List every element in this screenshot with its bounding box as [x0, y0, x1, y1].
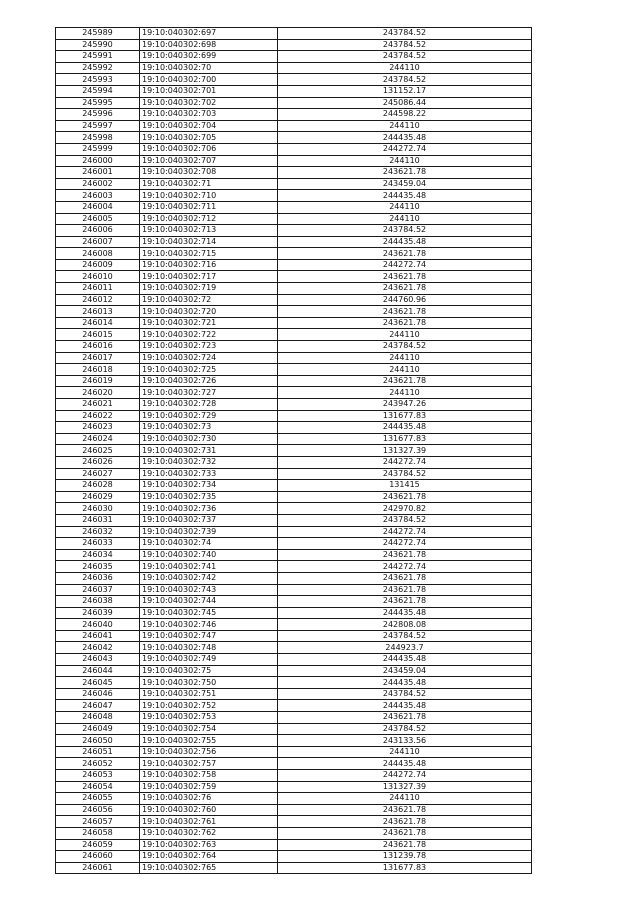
- table-row: [56, 642, 532, 654]
- cadastral-number-cell: 19:10:040302:725: [140, 364, 278, 376]
- table-row: [56, 862, 532, 874]
- value-cell: 243784.52: [278, 688, 532, 700]
- value-cell: 243784.52: [278, 630, 532, 642]
- table-row: [56, 514, 532, 526]
- cadastral-number-cell: 19:10:040302:719: [140, 283, 278, 295]
- row-id-cell: 246049: [56, 723, 140, 735]
- value-cell: 243459.04: [278, 665, 532, 677]
- cadastral-number-cell: 19:10:040302:747: [140, 630, 278, 642]
- cadastral-number-cell: 19:10:040302:76: [140, 793, 278, 805]
- value-cell: 244110: [278, 155, 532, 167]
- cadastral-number-cell: 19:10:040302:71: [140, 178, 278, 190]
- value-cell: 131152.17: [278, 85, 532, 97]
- table-row: [56, 236, 532, 248]
- row-id-cell: 246027: [56, 468, 140, 480]
- row-id-cell: 246050: [56, 735, 140, 747]
- row-id-cell: 246030: [56, 503, 140, 515]
- row-id-cell: 246058: [56, 827, 140, 839]
- row-id-cell: 246009: [56, 259, 140, 271]
- value-cell: 244272.74: [278, 259, 532, 271]
- table-row: [56, 201, 532, 213]
- cadastral-number-cell: 19:10:040302:734: [140, 480, 278, 492]
- table-row: [56, 422, 532, 434]
- row-id-cell: 246034: [56, 549, 140, 561]
- value-cell: 243621.78: [278, 491, 532, 503]
- row-id-cell: 245992: [56, 62, 140, 74]
- table-row: [56, 665, 532, 677]
- cadastral-number-cell: 19:10:040302:729: [140, 410, 278, 422]
- value-cell: 131327.39: [278, 445, 532, 457]
- cadastral-number-cell: 19:10:040302:720: [140, 306, 278, 318]
- value-cell: 244435.48: [278, 236, 532, 248]
- cadastral-number-cell: 19:10:040302:752: [140, 700, 278, 712]
- value-cell: 245086.44: [278, 97, 532, 109]
- row-id-cell: 245994: [56, 85, 140, 97]
- row-id-cell: 246012: [56, 294, 140, 306]
- value-cell: 243621.78: [278, 271, 532, 283]
- value-cell: 243621.78: [278, 712, 532, 724]
- value-cell: 242808.08: [278, 619, 532, 631]
- row-id-cell: 246056: [56, 804, 140, 816]
- cadastral-number-cell: 19:10:040302:737: [140, 514, 278, 526]
- value-cell: 243621.78: [278, 306, 532, 318]
- value-cell: 131415: [278, 480, 532, 492]
- value-cell: 131677.83: [278, 410, 532, 422]
- value-cell: 244110: [278, 201, 532, 213]
- table-row: [56, 654, 532, 666]
- row-id-cell: 245997: [56, 120, 140, 132]
- value-cell: 244272.74: [278, 561, 532, 573]
- value-cell: 244272.74: [278, 143, 532, 155]
- row-id-cell: 246033: [56, 538, 140, 550]
- value-cell: 243784.52: [278, 28, 532, 40]
- cadastral-number-cell: 19:10:040302:764: [140, 851, 278, 863]
- table-row: [56, 549, 532, 561]
- row-id-cell: 246019: [56, 375, 140, 387]
- cadastral-number-cell: 19:10:040302:701: [140, 85, 278, 97]
- row-id-cell: 246006: [56, 225, 140, 237]
- table-row: [56, 480, 532, 492]
- cadastral-number-cell: 19:10:040302:750: [140, 677, 278, 689]
- row-id-cell: 246038: [56, 596, 140, 608]
- value-cell: 244110: [278, 364, 532, 376]
- value-cell: 243784.52: [278, 341, 532, 353]
- row-id-cell: 245999: [56, 143, 140, 155]
- cadastral-number-cell: 19:10:040302:717: [140, 271, 278, 283]
- table-row: [56, 793, 532, 805]
- table-row: [56, 352, 532, 364]
- cadastral-number-cell: 19:10:040302:743: [140, 584, 278, 596]
- cadastral-number-cell: 19:10:040302:765: [140, 862, 278, 874]
- cadastral-number-cell: 19:10:040302:728: [140, 399, 278, 411]
- cadastral-number-cell: 19:10:040302:74: [140, 538, 278, 550]
- cadastral-number-cell: 19:10:040302:697: [140, 28, 278, 40]
- cadastral-number-cell: 19:10:040302:749: [140, 654, 278, 666]
- row-id-cell: 245998: [56, 132, 140, 144]
- value-cell: 244598.22: [278, 109, 532, 121]
- table-body: [56, 28, 532, 874]
- cadastral-number-cell: 19:10:040302:739: [140, 526, 278, 538]
- row-id-cell: 246021: [56, 399, 140, 411]
- table-row: [56, 804, 532, 816]
- cadastral-number-cell: 19:10:040302:721: [140, 317, 278, 329]
- value-cell: 243621.78: [278, 584, 532, 596]
- table-row: [56, 723, 532, 735]
- value-cell: 243621.78: [278, 283, 532, 295]
- cadastral-number-cell: 19:10:040302:73: [140, 422, 278, 434]
- value-cell: 243621.78: [278, 549, 532, 561]
- value-cell: 243784.52: [278, 39, 532, 51]
- row-id-cell: 246015: [56, 329, 140, 341]
- row-id-cell: 246047: [56, 700, 140, 712]
- table-row: [56, 190, 532, 202]
- cadastral-number-cell: 19:10:040302:698: [140, 39, 278, 51]
- table-row: [56, 572, 532, 584]
- table-row: [56, 39, 532, 51]
- cadastral-number-cell: 19:10:040302:712: [140, 213, 278, 225]
- row-id-cell: 245990: [56, 39, 140, 51]
- cadastral-number-cell: 19:10:040302:759: [140, 781, 278, 793]
- value-cell: 244435.48: [278, 758, 532, 770]
- table-row: [56, 143, 532, 155]
- cadastral-number-cell: 19:10:040302:727: [140, 387, 278, 399]
- value-cell: 244110: [278, 352, 532, 364]
- row-id-cell: 246043: [56, 654, 140, 666]
- cadastral-number-cell: 19:10:040302:702: [140, 97, 278, 109]
- table-row: [56, 468, 532, 480]
- row-id-cell: 245989: [56, 28, 140, 40]
- table-row: [56, 596, 532, 608]
- table-row: [56, 746, 532, 758]
- table-row: [56, 167, 532, 179]
- row-id-cell: 246016: [56, 341, 140, 353]
- table-row: [56, 735, 532, 747]
- row-id-cell: 246023: [56, 422, 140, 434]
- cadastral-number-cell: 19:10:040302:714: [140, 236, 278, 248]
- row-id-cell: 246028: [56, 480, 140, 492]
- row-id-cell: 246014: [56, 317, 140, 329]
- value-cell: 243621.78: [278, 804, 532, 816]
- table-row: [56, 677, 532, 689]
- row-id-cell: 246051: [56, 746, 140, 758]
- value-cell: 243621.78: [278, 248, 532, 260]
- table-row: [56, 329, 532, 341]
- value-cell: 244110: [278, 213, 532, 225]
- table-row: [56, 851, 532, 863]
- row-id-cell: 246053: [56, 770, 140, 782]
- cadastral-number-cell: 19:10:040302:710: [140, 190, 278, 202]
- cadastral-number-cell: 19:10:040302:745: [140, 607, 278, 619]
- row-id-cell: 246059: [56, 839, 140, 851]
- table-row: [56, 109, 532, 121]
- value-cell: 243621.78: [278, 839, 532, 851]
- value-cell: 244435.48: [278, 677, 532, 689]
- value-cell: 243621.78: [278, 816, 532, 828]
- cadastral-number-cell: 19:10:040302:761: [140, 816, 278, 828]
- value-cell: 244110: [278, 793, 532, 805]
- table-row: [56, 120, 532, 132]
- table-row: [56, 155, 532, 167]
- table-row: [56, 839, 532, 851]
- table-row: [56, 28, 532, 40]
- value-cell: 244435.48: [278, 607, 532, 619]
- value-cell: 243621.78: [278, 596, 532, 608]
- row-id-cell: 246007: [56, 236, 140, 248]
- cadastral-number-cell: 19:10:040302:707: [140, 155, 278, 167]
- value-cell: 244272.74: [278, 770, 532, 782]
- value-cell: 243133.56: [278, 735, 532, 747]
- row-id-cell: 246022: [56, 410, 140, 422]
- table-row: [56, 132, 532, 144]
- cadastral-number-cell: 19:10:040302:713: [140, 225, 278, 237]
- table-row: [56, 74, 532, 86]
- cadastral-number-cell: 19:10:040302:740: [140, 549, 278, 561]
- row-id-cell: 246060: [56, 851, 140, 863]
- table-row: [56, 688, 532, 700]
- cadastral-number-cell: 19:10:040302:760: [140, 804, 278, 816]
- cadastral-number-cell: 19:10:040302:705: [140, 132, 278, 144]
- cadastral-number-cell: 19:10:040302:716: [140, 259, 278, 271]
- row-id-cell: 246044: [56, 665, 140, 677]
- cadastral-number-cell: 19:10:040302:699: [140, 51, 278, 63]
- cadastral-number-cell: 19:10:040302:744: [140, 596, 278, 608]
- table-row: [56, 51, 532, 63]
- row-id-cell: 246040: [56, 619, 140, 631]
- row-id-cell: 246031: [56, 514, 140, 526]
- value-cell: 243621.78: [278, 317, 532, 329]
- cadastral-number-cell: 19:10:040302:754: [140, 723, 278, 735]
- cadastral-number-cell: 19:10:040302:711: [140, 201, 278, 213]
- value-cell: 131677.83: [278, 862, 532, 874]
- table-row: [56, 341, 532, 353]
- row-id-cell: 246032: [56, 526, 140, 538]
- cadastral-number-cell: 19:10:040302:746: [140, 619, 278, 631]
- row-id-cell: 246005: [56, 213, 140, 225]
- table-row: [56, 62, 532, 74]
- table-row: [56, 538, 532, 550]
- value-cell: 243784.52: [278, 514, 532, 526]
- value-cell: 244435.48: [278, 132, 532, 144]
- value-cell: 242970.82: [278, 503, 532, 515]
- cadastral-number-cell: 19:10:040302:722: [140, 329, 278, 341]
- row-id-cell: 246052: [56, 758, 140, 770]
- table-row: [56, 85, 532, 97]
- value-cell: 244272.74: [278, 526, 532, 538]
- table-row: [56, 399, 532, 411]
- row-id-cell: 245995: [56, 97, 140, 109]
- table-row: [56, 491, 532, 503]
- row-id-cell: 246041: [56, 630, 140, 642]
- table-row: [56, 584, 532, 596]
- table-row: [56, 271, 532, 283]
- table-row: [56, 781, 532, 793]
- cadastral-number-cell: 19:10:040302:723: [140, 341, 278, 353]
- cadastral-number-cell: 19:10:040302:715: [140, 248, 278, 260]
- row-id-cell: 246002: [56, 178, 140, 190]
- row-id-cell: 246061: [56, 862, 140, 874]
- table-row: [56, 294, 532, 306]
- table-row: [56, 561, 532, 573]
- row-id-cell: 246046: [56, 688, 140, 700]
- cadastral-number-cell: 19:10:040302:763: [140, 839, 278, 851]
- row-id-cell: 245991: [56, 51, 140, 63]
- table-row: [56, 619, 532, 631]
- row-id-cell: 246024: [56, 433, 140, 445]
- cadastral-number-cell: 19:10:040302:733: [140, 468, 278, 480]
- row-id-cell: 246057: [56, 816, 140, 828]
- row-id-cell: 246010: [56, 271, 140, 283]
- table-row: [56, 410, 532, 422]
- value-cell: 243621.78: [278, 827, 532, 839]
- value-cell: 243621.78: [278, 572, 532, 584]
- row-id-cell: 246020: [56, 387, 140, 399]
- value-cell: 243784.52: [278, 225, 532, 237]
- cadastral-number-cell: 19:10:040302:735: [140, 491, 278, 503]
- value-cell: 243784.52: [278, 51, 532, 63]
- value-cell: 244435.48: [278, 654, 532, 666]
- table-row: [56, 178, 532, 190]
- table-row: [56, 317, 532, 329]
- row-id-cell: 246001: [56, 167, 140, 179]
- cadastral-number-cell: 19:10:040302:724: [140, 352, 278, 364]
- value-cell: 131239.78: [278, 851, 532, 863]
- table-row: [56, 827, 532, 839]
- cadastral-number-cell: 19:10:040302:753: [140, 712, 278, 724]
- cadastral-number-cell: 19:10:040302:762: [140, 827, 278, 839]
- value-cell: 243784.52: [278, 723, 532, 735]
- row-id-cell: 246036: [56, 572, 140, 584]
- row-id-cell: 246011: [56, 283, 140, 295]
- value-cell: 244272.74: [278, 456, 532, 468]
- value-cell: 244435.48: [278, 700, 532, 712]
- value-cell: 243621.78: [278, 167, 532, 179]
- cadastral-number-cell: 19:10:040302:751: [140, 688, 278, 700]
- value-cell: 244760.96: [278, 294, 532, 306]
- value-cell: 244272.74: [278, 538, 532, 550]
- value-cell: 244923.7: [278, 642, 532, 654]
- row-id-cell: 246029: [56, 491, 140, 503]
- row-id-cell: 246035: [56, 561, 140, 573]
- cadastral-number-cell: 19:10:040302:755: [140, 735, 278, 747]
- row-id-cell: 245993: [56, 74, 140, 86]
- table-row: [56, 607, 532, 619]
- table-row: [56, 433, 532, 445]
- value-cell: 244110: [278, 387, 532, 399]
- table-row: [56, 387, 532, 399]
- table-row: [56, 248, 532, 260]
- cadastral-number-cell: 19:10:040302:72: [140, 294, 278, 306]
- value-cell: 131677.83: [278, 433, 532, 445]
- data-table: [55, 27, 532, 874]
- row-id-cell: 246045: [56, 677, 140, 689]
- row-id-cell: 246017: [56, 352, 140, 364]
- row-id-cell: 246025: [56, 445, 140, 457]
- cadastral-number-cell: 19:10:040302:704: [140, 120, 278, 132]
- cadastral-number-cell: 19:10:040302:700: [140, 74, 278, 86]
- cadastral-number-cell: 19:10:040302:730: [140, 433, 278, 445]
- cadastral-number-cell: 19:10:040302:731: [140, 445, 278, 457]
- value-cell: 131327.39: [278, 781, 532, 793]
- value-cell: 243784.52: [278, 74, 532, 86]
- value-cell: 243459.04: [278, 178, 532, 190]
- value-cell: 244110: [278, 62, 532, 74]
- row-id-cell: 246026: [56, 456, 140, 468]
- table-row: [56, 526, 532, 538]
- table-row: [56, 375, 532, 387]
- value-cell: 244435.48: [278, 190, 532, 202]
- value-cell: 244110: [278, 746, 532, 758]
- table-row: [56, 630, 532, 642]
- table-row: [56, 283, 532, 295]
- cadastral-number-cell: 19:10:040302:748: [140, 642, 278, 654]
- table-row: [56, 770, 532, 782]
- value-cell: 244435.48: [278, 422, 532, 434]
- cadastral-number-cell: 19:10:040302:70: [140, 62, 278, 74]
- row-id-cell: 246013: [56, 306, 140, 318]
- cadastral-number-cell: 19:10:040302:758: [140, 770, 278, 782]
- table-row: [56, 445, 532, 457]
- table-row: [56, 456, 532, 468]
- table-row: [56, 259, 532, 271]
- cadastral-number-cell: 19:10:040302:736: [140, 503, 278, 515]
- table-row: [56, 816, 532, 828]
- cadastral-number-cell: 19:10:040302:706: [140, 143, 278, 155]
- cadastral-number-cell: 19:10:040302:756: [140, 746, 278, 758]
- table-row: [56, 97, 532, 109]
- table-row: [56, 225, 532, 237]
- value-cell: 243947.26: [278, 399, 532, 411]
- row-id-cell: 246055: [56, 793, 140, 805]
- value-cell: 243621.78: [278, 375, 532, 387]
- row-id-cell: 246037: [56, 584, 140, 596]
- table-row: [56, 700, 532, 712]
- row-id-cell: 246000: [56, 155, 140, 167]
- table-row: [56, 364, 532, 376]
- cadastral-number-cell: 19:10:040302:75: [140, 665, 278, 677]
- row-id-cell: 246004: [56, 201, 140, 213]
- table-row: [56, 712, 532, 724]
- cadastral-number-cell: 19:10:040302:708: [140, 167, 278, 179]
- value-cell: 244110: [278, 120, 532, 132]
- cadastral-number-cell: 19:10:040302:732: [140, 456, 278, 468]
- row-id-cell: 246003: [56, 190, 140, 202]
- cadastral-number-cell: 19:10:040302:726: [140, 375, 278, 387]
- row-id-cell: 246048: [56, 712, 140, 724]
- row-id-cell: 246042: [56, 642, 140, 654]
- table-row: [56, 213, 532, 225]
- row-id-cell: 246018: [56, 364, 140, 376]
- cadastral-number-cell: 19:10:040302:742: [140, 572, 278, 584]
- row-id-cell: 245996: [56, 109, 140, 121]
- cadastral-number-cell: 19:10:040302:757: [140, 758, 278, 770]
- cadastral-number-cell: 19:10:040302:703: [140, 109, 278, 121]
- row-id-cell: 246054: [56, 781, 140, 793]
- value-cell: 243784.52: [278, 468, 532, 480]
- row-id-cell: 246008: [56, 248, 140, 260]
- value-cell: 244110: [278, 329, 532, 341]
- cadastral-number-cell: 19:10:040302:741: [140, 561, 278, 573]
- table-row: [56, 503, 532, 515]
- table-row: [56, 758, 532, 770]
- table-row: [56, 306, 532, 318]
- row-id-cell: 246039: [56, 607, 140, 619]
